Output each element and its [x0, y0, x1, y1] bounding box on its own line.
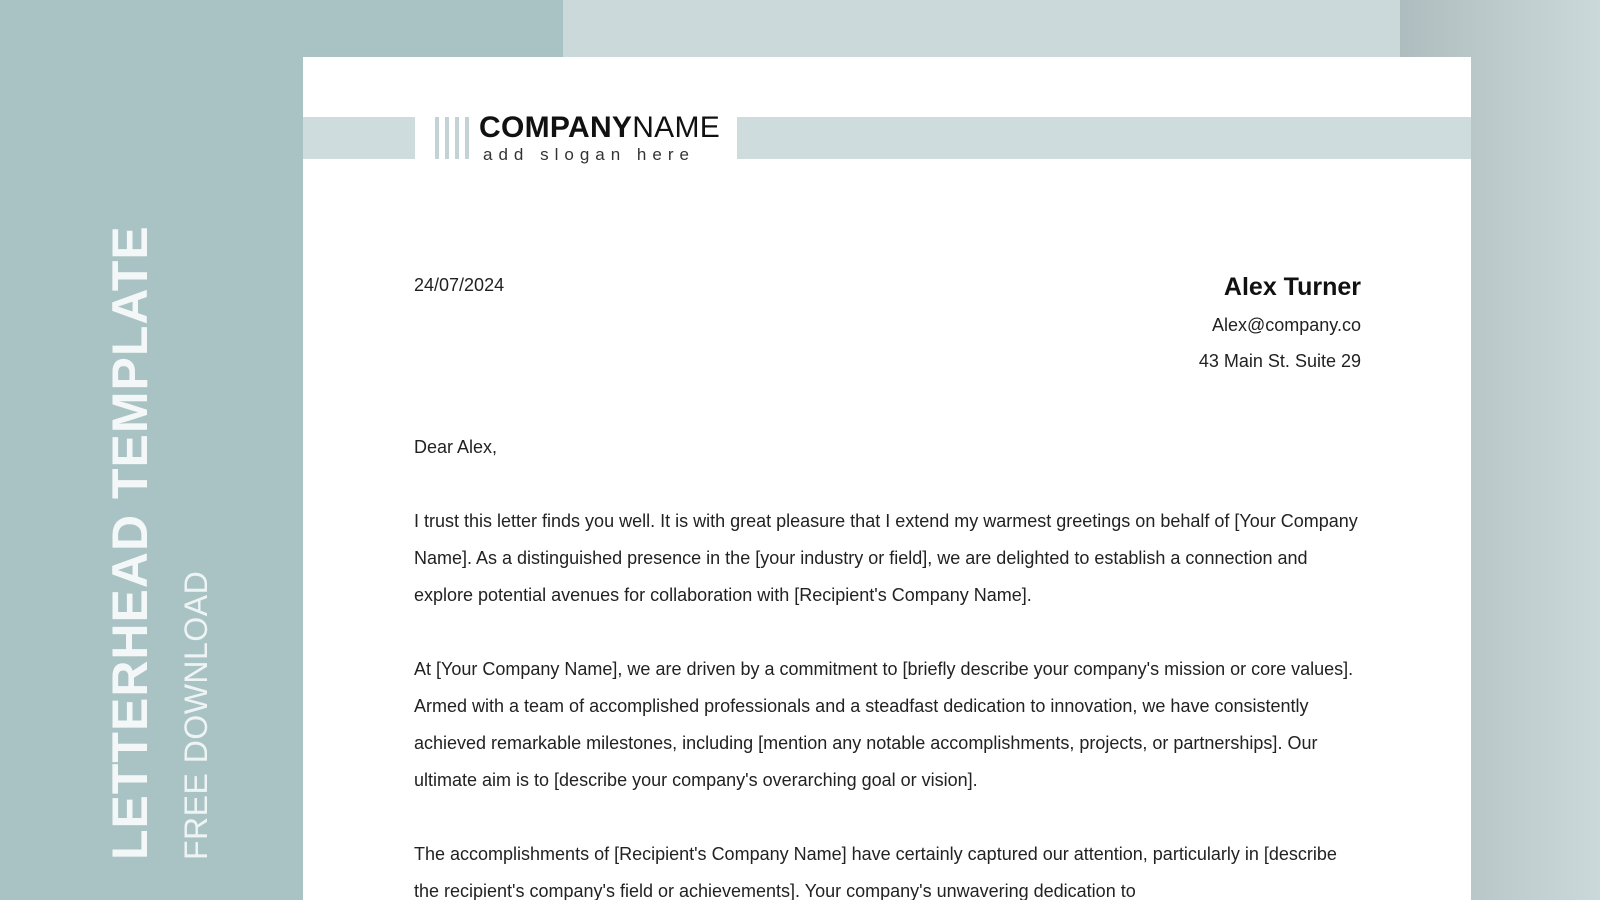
sender-block: [1199, 271, 1361, 379]
header-band-left: [303, 117, 415, 159]
sender-address: 43 Main St. Suite 29: [1198, 351, 1361, 371]
letter-date: 24/07/2024: [414, 275, 505, 295]
company-name-bold: COMPANY: [479, 111, 633, 144]
letter-paragraph: I trust this letter finds you well. It is with great pleasure that I extend my warmest greetings on behalf of [Your Company Name]. As a distinguished presence in the [your industry or field], we are delighted to establish a connection and explore potential avenues for collaboration with [Recipient's Company Name].: [414, 511, 1358, 605]
company-logo: [435, 112, 735, 164]
letter-paragraph: At [Your Company Name], we are driven by a commitment to [briefly describe your company's mission or core values]. Armed with a team of accomplished professionals and a steadfast dedication to innovation, we have consistently achieved remarkable milestones, including [mention any notable accomplishments, projects, or partnerships]. Our ultimate aim is to [describe your company's overarching goal or vision].: [414, 659, 1354, 790]
company-name-light: NAME: [632, 111, 721, 144]
banner-subtitle: FREE DOWNLOAD: [178, 570, 214, 860]
letter-paragraph: The accomplishments of [Recipient's Company Name] have certainly captured our attention, particularly in [describe the recipient's company's field or achievements]. Your company's unwavering dedication to: [414, 844, 1337, 900]
promo-banner: [100, 225, 240, 860]
company-slogan: add slogan here: [483, 145, 695, 164]
letter-greeting: Dear Alex,: [414, 437, 498, 457]
header-band-right: [737, 117, 1471, 159]
logo-text: [479, 112, 720, 166]
letter-body: [414, 429, 1364, 900]
banner-title: LETTERHEAD TEMPLATE: [102, 225, 158, 860]
company-name: [479, 112, 720, 144]
sender-email: Alex@company.co: [1211, 315, 1361, 335]
logo-bars-icon: [435, 117, 469, 159]
sender-name: Alex Turner: [1223, 273, 1361, 301]
letterhead-page: [303, 57, 1471, 900]
